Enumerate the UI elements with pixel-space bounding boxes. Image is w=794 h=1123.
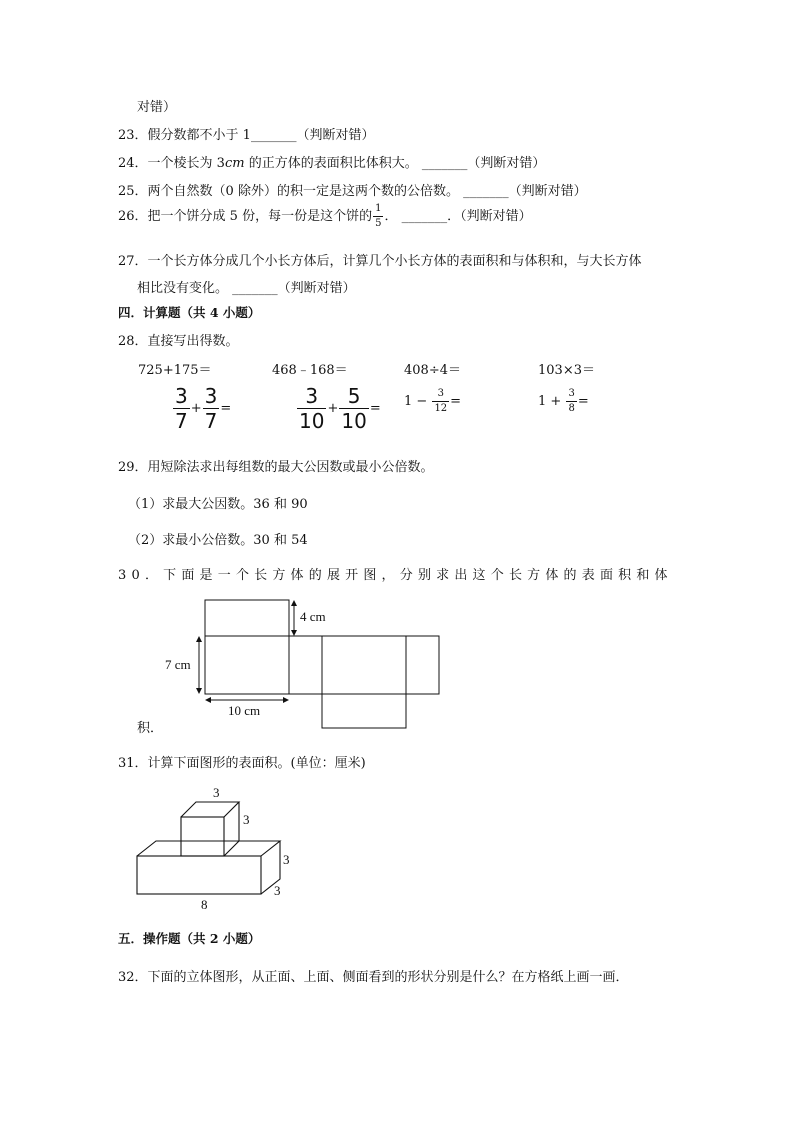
- cuboid-net-figure: [160, 594, 450, 734]
- q24: [118, 152, 545, 171]
- frac3-num: 3: [437, 388, 444, 399]
- q28-calc-1: 725+175＝: [138, 363, 212, 378]
- label-base-depth: 3: [274, 883, 281, 898]
- q29-title: 29．用短除法求出每组数的最大公因数或最小公倍数。: [118, 460, 434, 475]
- frac1-op: +: [190, 401, 202, 416]
- q24-unit: cm: [224, 156, 245, 171]
- q26-text-b: ． _______．（判断对错）: [384, 209, 532, 224]
- frac3-den: 12: [434, 403, 448, 414]
- frac4: [566, 389, 576, 414]
- q26-fraction: [373, 204, 383, 229]
- dim-label-4cm: 4 cm: [300, 609, 326, 624]
- frac2-op: +: [327, 401, 339, 416]
- frac4-eq: =: [577, 394, 589, 409]
- q30-tail: 积．: [137, 721, 164, 736]
- net-back-face: [322, 636, 406, 694]
- q28-calc-3: 408÷4＝: [404, 363, 461, 378]
- q27-line1: 27．一个长方体分成几个小长方体后，计算几个小长方体的表面积和与体积和，与大长方体: [118, 254, 642, 269]
- q28-frac-1: [172, 386, 231, 431]
- net-side-face-1: [289, 636, 322, 694]
- base-front: [137, 856, 261, 894]
- frac1-a: [173, 386, 190, 431]
- label-base-length: 8: [201, 897, 208, 912]
- q22-tail: 对错）: [137, 100, 177, 115]
- frac4-pre: 1 +: [538, 394, 562, 409]
- frac2-b-den: 10: [341, 409, 367, 433]
- net-bottom-face: [322, 694, 406, 728]
- q26-text-a: 26．把一个饼分成 5 份，每一份是这个饼的: [118, 209, 373, 224]
- net-front-face: [205, 636, 289, 694]
- dim-label-7cm: 7 cm: [165, 657, 191, 672]
- dim-label-10cm: 10 cm: [228, 703, 261, 718]
- frac3-pre: 1 −: [404, 394, 428, 409]
- q23: 23．假分数都不小于 1_______（判断对错）: [118, 128, 375, 143]
- frac3: [432, 389, 449, 414]
- solid-figure: [128, 782, 308, 914]
- q29-part1: （1）求最大公因数。36 和 90: [128, 497, 308, 512]
- q30-text: 30．下面是一个长方体的展开图，分别求出这个长方体的表面积和体: [118, 568, 673, 583]
- frac2-b: [339, 386, 368, 431]
- q28-calc-2: 468﹣168＝: [272, 363, 348, 378]
- q28-calc-4: 103×3＝: [538, 363, 595, 378]
- frac2-a-num: 3: [305, 384, 319, 408]
- section5-title: 五．操作题（共 2 小题）: [118, 931, 261, 946]
- q28-frac-4: [538, 389, 589, 414]
- cube-front: [181, 817, 224, 856]
- net-side-face-2: [406, 636, 439, 694]
- frac1-b-den: 7: [204, 409, 218, 433]
- label-base-height: 3: [283, 852, 290, 867]
- frac2-a-den: 10: [299, 409, 325, 433]
- q31-title: 31．计算下面图形的表面积。(单位：厘米): [118, 756, 366, 771]
- frac1-eq: =: [220, 401, 232, 416]
- q26-numerator: 1: [375, 203, 382, 214]
- base-top: [137, 841, 280, 856]
- q28-title: 28．直接写出得数。: [118, 334, 239, 349]
- frac4-num: 3: [568, 388, 575, 399]
- q32-text: 32．下面的立体图形，从正面、上面、侧面看到的形状分别是什么？在方格纸上画一画．: [118, 970, 629, 985]
- label-cube-width: 3: [213, 785, 220, 800]
- q26-denominator: 5: [375, 218, 382, 229]
- q27-line2: 相比没有变化。 _______（判断对错）: [137, 281, 356, 296]
- frac2-eq: =: [369, 401, 381, 416]
- q26: [118, 204, 532, 229]
- q24-text-a: 24．一个棱长为 3: [118, 156, 225, 171]
- frac1-b-num: 3: [204, 384, 218, 408]
- frac2-a: [297, 386, 326, 431]
- q28-frac-3: [404, 389, 461, 414]
- net-top-face: [205, 600, 289, 636]
- q29-part2: （2）求最小公倍数。30 和 54: [128, 533, 308, 548]
- q28-frac-2: [296, 386, 381, 431]
- frac1-a-den: 7: [175, 409, 188, 433]
- q24-text-b: 的正方体的表面积比体积大。 _______（判断对错）: [244, 156, 546, 171]
- frac2-b-num: 5: [347, 384, 361, 408]
- label-cube-depth: 3: [243, 812, 250, 827]
- q25: 25．两个自然数（0 除外）的积一定是这两个数的公倍数。 _______（判断对错）: [118, 184, 587, 199]
- frac1-a-num: 3: [175, 384, 188, 408]
- frac4-den: 8: [568, 403, 575, 414]
- section4-title: 四．计算题（共 4 小题）: [118, 305, 261, 320]
- cube-top: [181, 802, 239, 817]
- frac1-b: [203, 386, 220, 431]
- frac3-eq: =: [450, 394, 462, 409]
